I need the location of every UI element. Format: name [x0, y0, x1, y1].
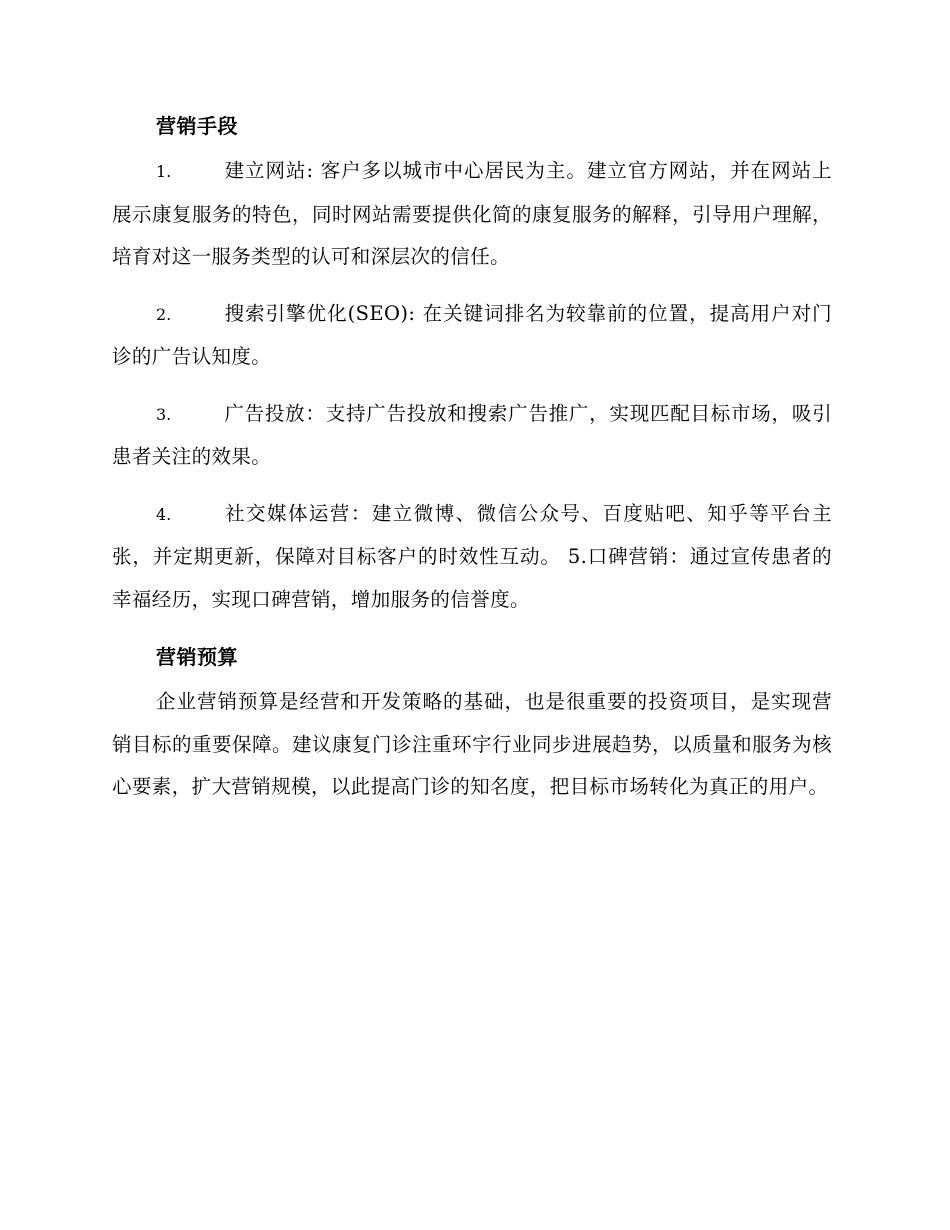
- budget-paragraph: 企业营销预算是经营和开发策略的基础，也是很重要的投资项目，是实现营销目标的重要保障。建议康复门诊注重环宇行业同步进展趋势，以质量和服务为核心要素，扩大营销规模，以此提高门诊的知名度，把目标市场转化为真正的用户。: [112, 690, 832, 798]
- list-item-text: 广告投放：支持广告投放和搜索广告推广，实现匹配目标市场，吸引患者关注的效果。: [112, 401, 832, 468]
- list-item-number: 2.: [156, 304, 172, 324]
- list-item-text: 社交媒体运营：建立微博、微信公众号、百度贴吧、知乎等平台主张，并定期更新，保障对目标客户的时效性互动。 5.口碑营销：通过宣传患者的幸福经历，实现口碑营销，增加服务的信誉度。: [112, 501, 832, 611]
- document-page: [112, 104, 832, 823]
- list-item-number: 1.: [156, 162, 172, 181]
- section-heading-marketing-methods: 营销手段: [156, 114, 238, 138]
- list-item-number: 3.: [156, 404, 172, 424]
- list-item-text: 搜索引擎优化(SEO): 在关键词排名为较靠前的位置，提高用户对门诊的广告认知度。: [112, 301, 832, 368]
- list-item: [112, 493, 832, 622]
- list-item: [112, 393, 832, 479]
- list-item-text: 建立网站: 客户多以城市中心居民为主。建立官方网站，并在网站上展示康复服务的特色，同时网站需要提供化简的康复服务的解释，引导用户理解，培育对这一服务类型的认可和深层次的信任。: [112, 159, 832, 268]
- section-heading-marketing-budget: 营销预算: [156, 645, 238, 669]
- list-item: [112, 293, 832, 379]
- list-item-number: 4.: [156, 504, 172, 524]
- list-item: [112, 150, 832, 279]
